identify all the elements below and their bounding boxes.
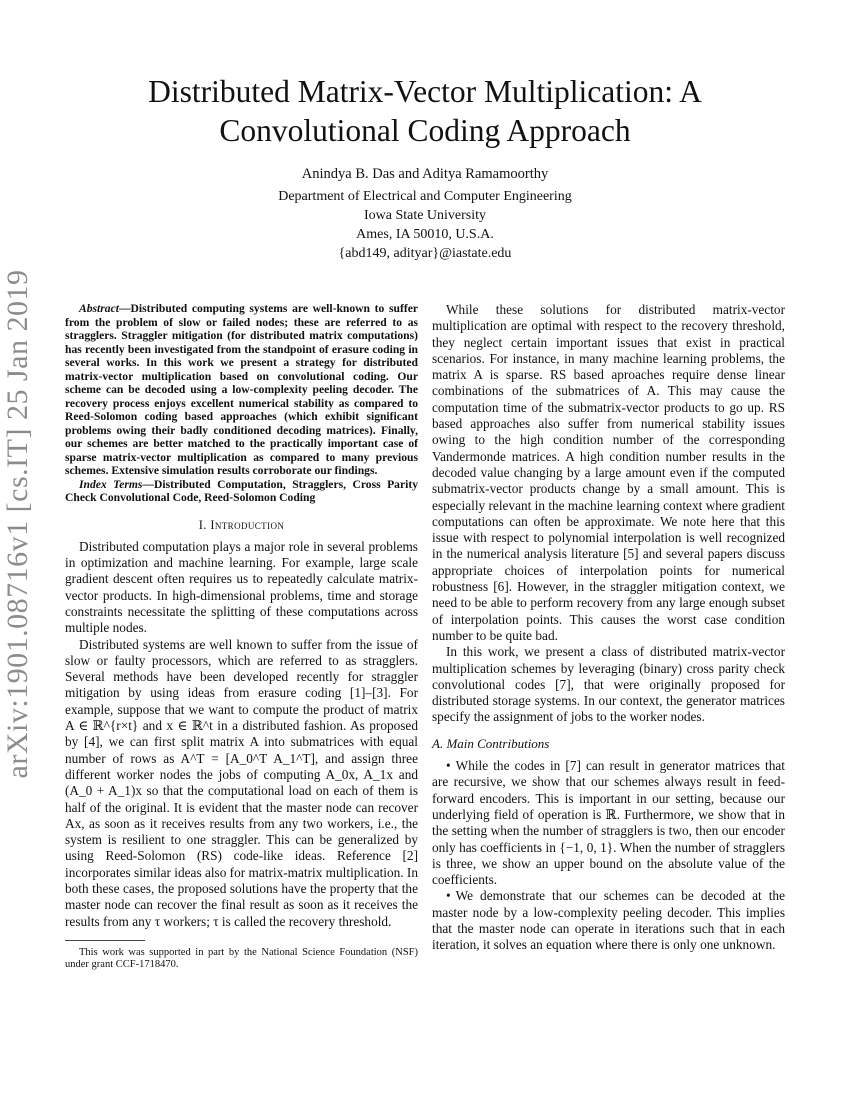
subsection-heading-main-contributions: A. Main Contributions	[432, 735, 550, 751]
author-names: Anindya B. Das and Aditya Ramamoorthy	[301, 166, 549, 182]
intro-paragraph-1: Distributed computation plays a major role in several problems in optimization and machine learning. For example, large scale gradient descent often requires us to repeatedly calculate matrix-vector products. In high-dimensional problems, time and storage constraints necessitate the splitting of these computations across multiple nodes.	[65, 538, 418, 636]
index-terms-text: —Distributed Computation, Stragglers, Cross Parity Check Convolutional Code, Reed-Solomon Coding	[65, 477, 418, 504]
index-terms-label: Index Terms	[79, 477, 143, 491]
intro-paragraph-2: Distributed systems are well known to suffer from the issue of slow or faulty processors, which are referred to as stragglers. Several methods have been developed recently for straggler mitigation by using ideas from erasure coding [1]–[3]. For example, suppose that we want to compute the product of matrix A ∈ ℝ^{r×t} and x ∈ ℝ^t in a distributed fashion. As proposed by [4], we can first split matrix A into submatrices with equal number of rows as A^T = [A_0^T A_1^T], and assign three different worker nodes the jobs of computing A_0x, A_1x and (A_0 + A_1)x so that the computational load on each of them is half of the original. It is evident that the master node can recover Ax, as soon as it receives results from any two workers, i.e., the system is resilient to one straggler. This can be generalized by using Reed-Solomon (RS) code-like ideas. Reference [2] incorporates similar ideas also for matrix-matrix multiplication. In both these cases, the proposed solutions have the property that the master node can recover the final result as soon as it receives the results from any τ workers; τ is called the recovery threshold.	[65, 636, 419, 929]
right-column	[432, 302, 785, 954]
author-address: Ames, IA 50010, U.S.A.	[356, 227, 494, 242]
abstract-label: Abstract	[79, 302, 119, 315]
author-email: {abd149, adityar}@iastate.edu	[338, 246, 512, 261]
author-university: Iowa State University	[363, 208, 487, 223]
author-department: Department of Electrical and Computer Engineering	[278, 189, 572, 204]
funding-footnote: This work was supported in part by the National Science Foundation (NSF) under grant CCF-1718470.	[65, 946, 418, 971]
section-heading-introduction: I. Introduction	[198, 517, 285, 532]
paper-title: Distributed Matrix-Vector Multiplication: A Convolutional Coding Approach	[148, 74, 702, 148]
arxiv-identifier-stamp: arXiv:1901.08716v1 [cs.IT] 25 Jan 2019	[1, 269, 34, 779]
index-terms	[65, 478, 418, 505]
abstract-text: —Distributed computing systems are well-known to suffer from the problem of slow or failed nodes; these are referred to as stragglers. Straggler mitigation (for distributed matrix computations) has recently been investigated from the standpoint of erasure coding in several works. In this work we present a strategy for distributed matrix-vector multiplication based on convolutional coding. Our scheme can be decoded using a low-complexity peeling decoder. The recovery process enjoys excellent numerical stability as compared to Reed-Solomon coding based approaches (which exhibit significant problems owing their badly conditioned decoding matrices). Finally, our schemes are better matched to the practically important case of sparse matrix-vector multiplication as compared to many previous schemes. Extensive simulation results corroborate our findings.	[65, 302, 418, 477]
contribution-bullet-1: • While the codes in [7] can result in generator matrices that are recursive, we show that our schemes always result in feed-forward encoders. This is important in our setting, because our underlying field of operation is ℝ. Furthermore, we show that in the setting when the number of stragglers is two, then our encoder only has coefficients in {−1, 0, 1}. When the number of stragglers is three, we show an upper bound on the absolute value of the coefficients.	[432, 758, 785, 888]
intro-paragraph-3: While these solutions for distributed matrix-vector multiplication are optimal with respect to the recovery threshold, they neglect certain important issues that exist in practical scenarios. For instance, in many machine learning problems, the matrix A is sparse. RS based aproaches require dense linear combinations of the submatrices of A. This may cause the computation time of the submatrix-vector products to go up. RS based approaches also suffer from numerical stability issues owing to the high condition number of the corresponding Vandermonde matrices. A high condition number results in the decoded value changing by a large amount even if the computed submatrix-vector products change by a small amount. This is especially relevant in the machine learning context where gradient computations can often be approximate. We note here that this issue with respect to polynomial interpolation is well recognized in the numerical analysis literature [5] and several papers discuss appropriate choices of interpolation points for numerical robustness [6]. However, in the straggler mitigation context, we need to be able to perform recovery from any large enough subset of interpolation points. This causes the worst case condition number to be quite bad.	[432, 302, 785, 643]
footnote-divider	[65, 940, 145, 941]
abstract	[65, 302, 418, 478]
author-block	[200, 165, 650, 263]
left-column	[65, 302, 418, 972]
intro-paragraph-4: In this work, we present a class of distributed matrix-vector multiplication schemes by leveraging (binary) cross parity check convolutional codes [7], that were originally proposed for distributed storage systems. In our context, the generator matrices specify the assignment of jobs to the worker nodes.	[432, 644, 785, 725]
contribution-bullet-2: • We demonstrate that our schemes can be decoded at the master node by a low-complexity peeling decoder. This implies that the master node can operate in iterations such that in each iteration, it solves an equation where there is only one unknown.	[432, 888, 785, 953]
